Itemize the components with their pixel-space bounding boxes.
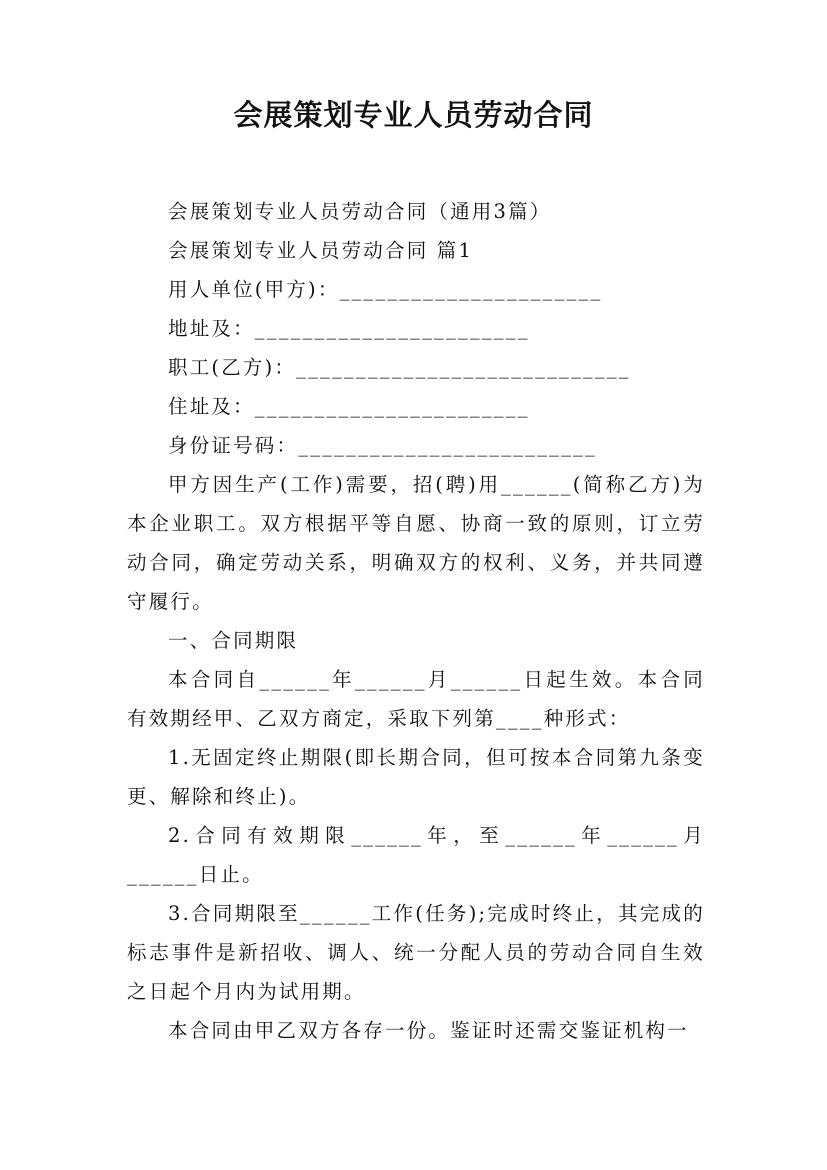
paragraph-term-option-2: 2.合同有效期限______年，至______年______月______日止。 [127, 824, 705, 886]
field-id-number: 身份证号码：_________________________ [168, 434, 597, 457]
paragraph-term-option-3: 3.合同期限至______工作(任务);完成时终止，其完成的标志事件是新招收、调人、统一分配人员的劳动合同自生效之日起个月内为试用期。 [127, 902, 705, 1003]
paragraph-subtitle: 会展策划专业人员劳动合同（通用3篇） [168, 200, 552, 223]
document-title: 会展策划专业人员劳动合同 [233, 98, 594, 132]
paragraph-term-option-1: 1.无固定终止期限(即长期合同，但可按本合同第九条变更、解除和终止)。 [127, 746, 705, 808]
paragraph-preamble: 甲方因生产(工作)需要，招(聘)用______(简称乙方)为本企业职工。双方根据平等自愿、协商一致的原则，订立劳动合同，确定劳动关系，明确双方的权利、义务，并共同遵守履行。 [127, 473, 705, 613]
paragraph-copies: 本合同由甲乙双方各存一份。鉴证时还需交鉴证机构一 [168, 1019, 689, 1042]
field-employer: 用人单位(甲方)：______________________ [168, 278, 603, 301]
paragraph-effective-date: 本合同自______年______月______日起生效。本合同有效期经甲、乙双方商定，采取下列第____种形式： [127, 668, 705, 730]
paragraph-section-heading: 会展策划专业人员劳动合同 篇1 [168, 239, 474, 262]
field-employee-address: 住址及：_______________________ [168, 395, 530, 418]
heading-contract-term: 一、合同期限 [168, 629, 299, 652]
field-employer-address: 地址及：_______________________ [168, 317, 530, 340]
field-employee: 职工(乙方)：____________________________ [168, 356, 631, 379]
document-body [127, 192, 705, 1050]
